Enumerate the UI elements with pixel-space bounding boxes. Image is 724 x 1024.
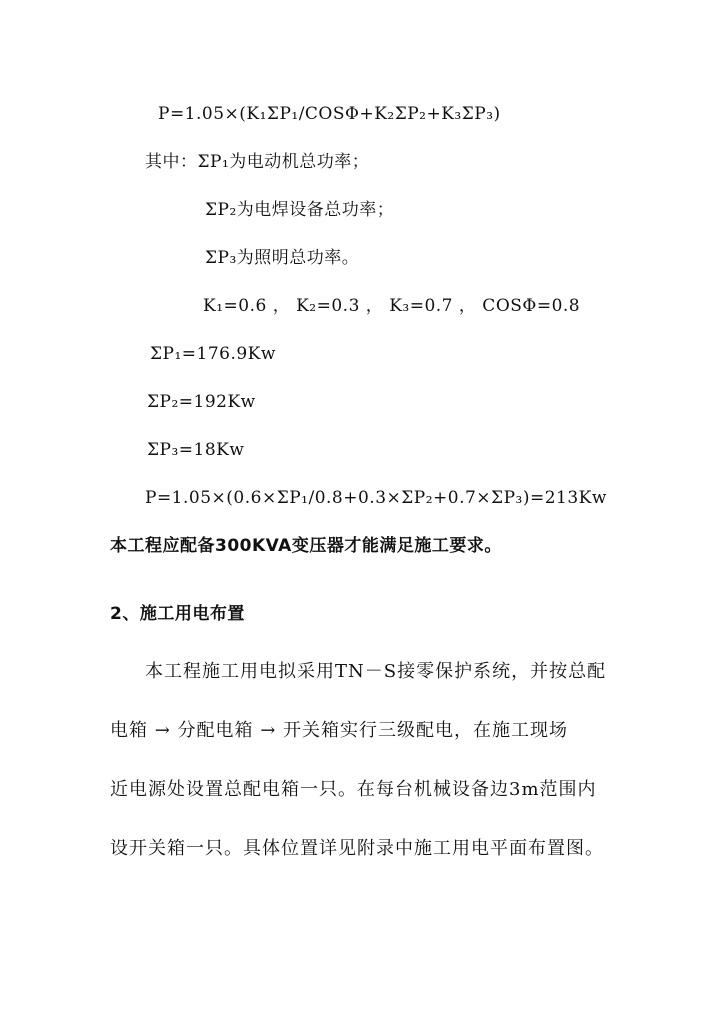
- result-formula: P=1.05×(0.6×ΣP₁/0.8+0.3×ΣP₂+0.7×ΣP₃)=213Kw: [145, 488, 607, 508]
- paragraph-line-3: 近电源处设置总配电箱一只。在每台机械设备边3m范围内: [110, 779, 597, 800]
- sum-p1-value: ΣP₁=176.9Kw: [150, 344, 276, 364]
- power-formula: P=1.05×(K₁ΣP₁/COSΦ+K₂ΣP₂+K₃ΣP₃): [158, 104, 501, 124]
- paragraph-line-1: 本工程施工用电拟采用TN－S接零保护系统，并按总配: [145, 661, 607, 682]
- definition-p3: ΣP₃为照明总功率。: [205, 248, 360, 268]
- definition-p2: ΣP₂为电焊设备总功率；: [205, 200, 395, 220]
- definition-p1: 其中：ΣP₁为电动机总功率；: [145, 152, 370, 172]
- sum-p2-value: ΣP₂=192Kw: [147, 392, 256, 412]
- paragraph-line-2: 电箱 → 分配电箱 → 开关箱实行三级配电，在施工现场: [110, 720, 569, 741]
- coefficient-values: K₁=0.6 ， K₂=0.3 ， K₃=0.7 ， COSΦ=0.8: [203, 296, 581, 316]
- conclusion-text: 本工程应配备300KVA变压器才能满足施工要求。: [110, 536, 502, 556]
- paragraph-line-4: 设开关箱一只。具体位置详见附录中施工用电平面布置图。: [110, 838, 604, 859]
- sum-p3-value: ΣP₃=18Kw: [147, 440, 245, 460]
- section-heading: 2、施工用电布置: [110, 604, 245, 624]
